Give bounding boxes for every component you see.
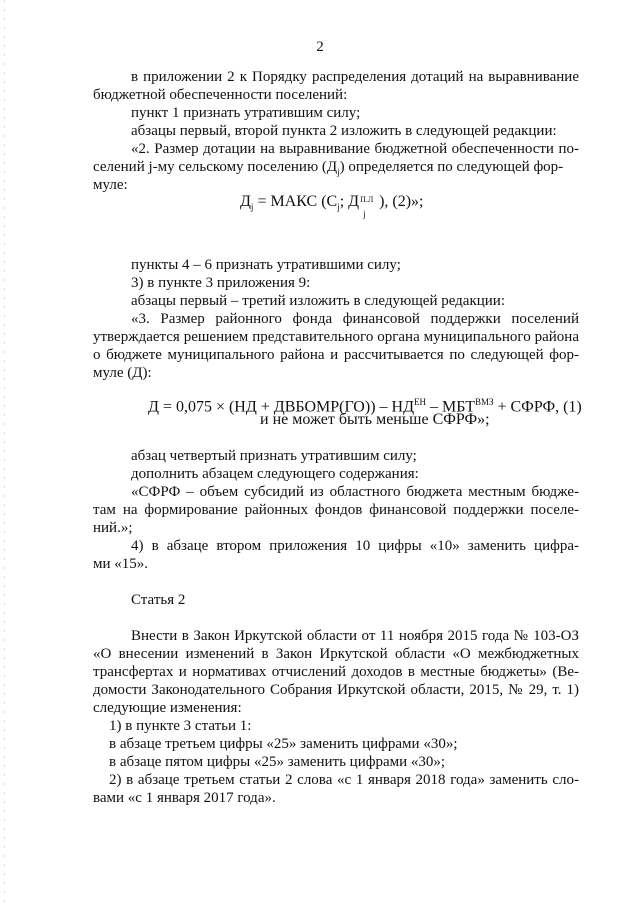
paragraph-line-with-subscript <box>93 158 579 181</box>
paragraph-text: селений j-му сельскому поселению (Д <box>93 159 338 175</box>
paragraph-line: абзац четвертый признать утратившим силу; <box>131 448 417 464</box>
paragraph-line: бюджетной обеспеченности поселений: <box>93 87 348 103</box>
paragraph-line: 3) в пункте 3 приложения 9: <box>131 275 311 291</box>
paragraph-line: абзацы первый – третий изложить в следующей редакции: <box>131 293 506 309</box>
paragraph-line: ний.»; <box>93 520 133 536</box>
paragraph-line: «О внесении изменений в Закон Иркутской области «О межбюджетных <box>93 646 579 662</box>
paragraph-line: в приложении 2 к Порядку распределения дотаций на выравнивание <box>131 69 579 85</box>
scan-edge-artifact <box>4 0 5 905</box>
paragraph-line: следующие изменения: <box>93 700 242 716</box>
paragraph-line: 4) в абзаце втором приложения 10 цифры «10» заменить цифра- <box>131 538 579 554</box>
paragraph-line: «СФРФ – объем субсидий из областного бюджета местным бюдже- <box>131 484 579 500</box>
paragraph-line: пункты 4 – 6 признать утратившими силу; <box>131 257 401 273</box>
paragraph-text: ) определяется по следующей фор- <box>339 159 564 175</box>
paragraph-line: «3. Размер районного фонда финансовой поддержки поселений <box>131 311 579 327</box>
paragraph-line: «2. Размер дотации на выравнивание бюджетной обеспеченности по- <box>131 141 579 157</box>
formula-1-condition: и не может быть меньше СФРФ»; <box>260 411 490 428</box>
paragraph-line: Внести в Закон Иркутской области от 11 ноября 2015 года № 103-ОЗ <box>131 628 579 644</box>
paragraph-line: в абзаце пятом цифры «25» заменить цифрами «30»; <box>109 754 446 770</box>
paragraph-line: вами «с 1 января 2017 года». <box>93 790 276 806</box>
paragraph-line: 1) в пункте 3 статьи 1: <box>109 718 252 734</box>
paragraph-line: о бюджете муниципального района и рассчитывается по следующей фор- <box>93 347 579 363</box>
paragraph-line: в абзаце третьем цифры «25» заменить цифрами «30»; <box>109 736 458 752</box>
page-number: 2 <box>316 39 324 55</box>
paragraph-line: 2) в абзаце третьем статьи 2 слова «с 1 января 2018 года» заменить сло- <box>109 772 579 788</box>
paragraph-line: там на формирование районных фондов финансовой поддержки поселе- <box>93 502 579 518</box>
paragraph-line: утверждается решением представительного органа муниципального района <box>93 329 579 345</box>
paragraph-line: муле: <box>93 177 128 193</box>
paragraph-line: ми «15». <box>93 556 149 572</box>
paragraph-line: трансфертах и нормативах отчислений доходов в местные бюджеты» (Ве- <box>93 664 579 680</box>
article-heading: Статья 2 <box>131 592 186 608</box>
paragraph-line: дополнить абзацем следующего содержания: <box>131 466 419 482</box>
formula-1: Д = 0,075 × (НД + ДВБОМР(ГО)) – $НД^{ЕН} - МБТ^{ВМЗ}$ + СФРФ, (1) <box>148 397 582 416</box>
subscript-j: j <box>337 167 340 177</box>
paragraph-line: муле (Д): <box>93 365 152 381</box>
paragraph-line: абзацы первый, второй пункта 2 изложить в следующей редакции: <box>131 123 557 139</box>
formula-2: $Д_j$ = МАКС ($С_j$; Д П.Л j ), (2)»; <box>240 193 424 219</box>
paragraph-line: домости Законодательного Собрания Иркутской области, 2015, № 29, т. 1) <box>93 682 579 698</box>
paragraph-line: пункт 1 признать утратившим силу; <box>131 105 361 121</box>
